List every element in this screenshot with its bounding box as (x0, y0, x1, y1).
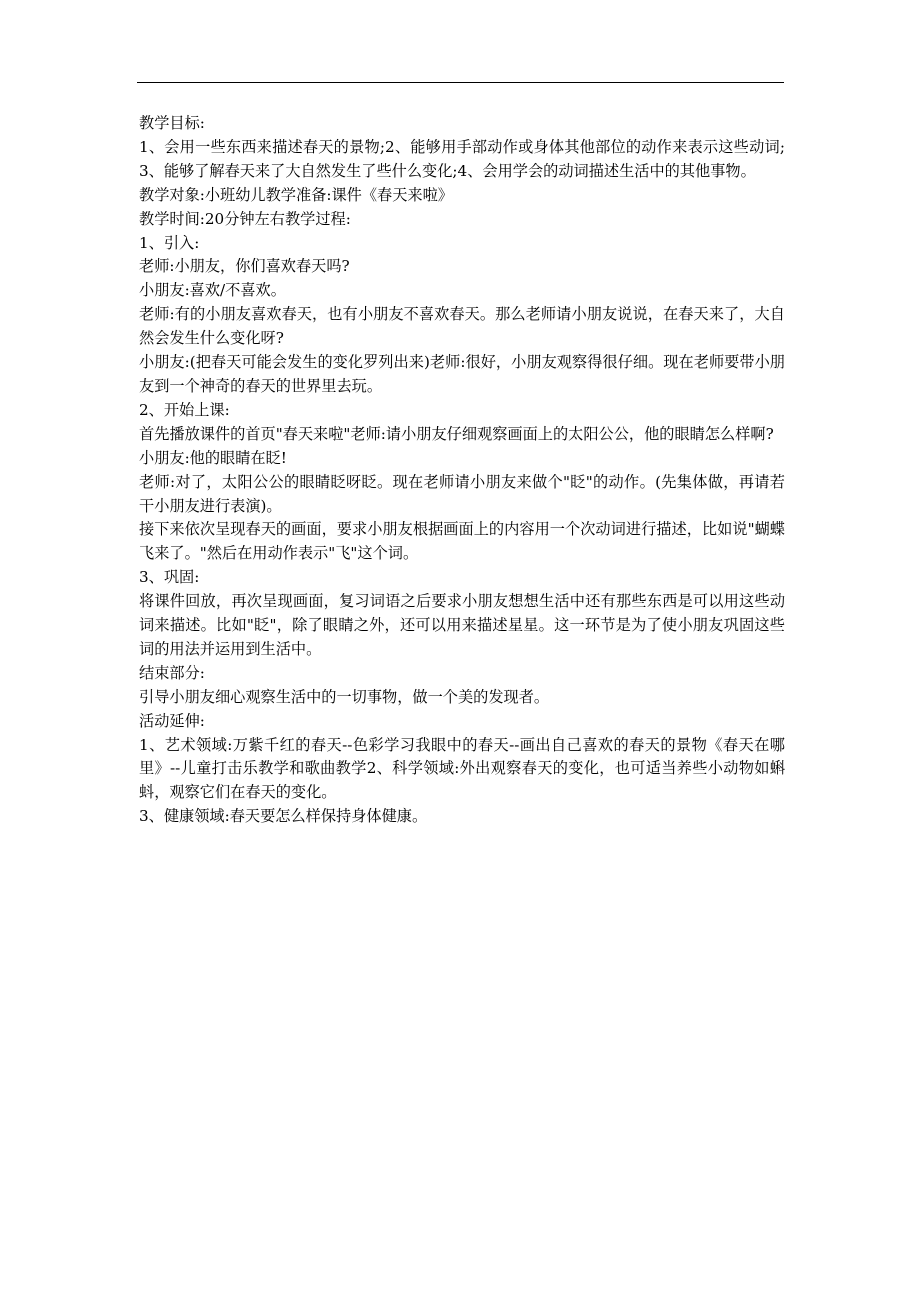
consolidate-paragraph: 将课件回放，再次呈现画面，复习词语之后要求小朋友想想生活中还有那些东西是可以用这些动词来描述。比如"眨"，除了眼睛之外，还可以用来描述星星。这一环节是为了使小朋友巩固这些词的用法并运用到生活中。 (139, 592, 785, 658)
ending-paragraph: 引导小朋友细心观察生活中的一切事物，做一个美的发现者。 (139, 687, 550, 706)
dialogue-line: 老师:小朋友，你们喜欢春天吗? (139, 257, 350, 276)
dialogue-line: 老师:对了，太阳公公的眼睛眨呀眨。现在老师请小朋友来做个"眨"的动作。(先集体做，再请若干小朋友进行表演)。 (139, 472, 785, 515)
heading-objectives: 教学目标: (139, 114, 205, 132)
section-extension-heading: 活动延伸: (139, 711, 205, 730)
lesson-paragraph: 接下来依次呈现春天的画面，要求小朋友根据画面上的内容用一个次动词进行描述，比如说"蝴蝶飞来了。"然后在用动作表示"飞"这个词。 (139, 520, 785, 563)
section-ending-heading: 结束部分: (139, 663, 205, 682)
section-lesson-heading: 2、开始上课: (139, 400, 230, 419)
dialogue-line: 小朋友:他的眼睛在眨! (139, 448, 287, 467)
extension-paragraph: 3、健康领域:春天要怎么样保持身体健康。 (139, 807, 428, 826)
dialogue-line: 老师:有的小朋友喜欢春天，也有小朋友不喜欢春天。那么老师请小朋友说说，在春天来了，大自然会发生什么变化呀? (139, 305, 785, 348)
header-rule (137, 82, 784, 83)
target-and-preparation: 教学对象:小班幼儿教学准备:课件《春天来啦》 (139, 185, 453, 204)
dialogue-line: 小朋友:(把春天可能会发生的变化罗列出来)老师:很好，小朋友观察得很仔细。现在老师要带小朋友到一个神奇的春天的世界里去玩。 (139, 353, 785, 395)
time-and-process: 教学时间:20分钟左右教学过程: (139, 209, 351, 228)
dialogue-line: 小朋友:喜欢/不喜欢。 (139, 281, 286, 300)
lesson-paragraph: 首先播放课件的首页"春天来啦"老师:请小朋友仔细观察画面上的太阳公公，他的眼睛怎么样啊? (139, 424, 774, 443)
extension-paragraph: 1、艺术领域:万紫千红的春天--色彩学习我眼中的春天--画出自己喜欢的春天的景物《春天在哪里》--儿童打击乐教学和歌曲教学2、科学领域:外出观察春天的变化，也可适当养些小动物如蝌蚪，观察它们在春天的变化。 (139, 735, 785, 802)
section-intro-heading: 1、引入: (139, 233, 200, 252)
section-consolidate-heading: 3、巩固: (139, 568, 200, 587)
document-body (139, 112, 785, 829)
objectives-text: 1、会用一些东西来描述春天的景物;2、能够用手部动作或身体其他部位的动作来表示这些动词;3、能够了解春天来了大自然发生了些什么变化;4、会用学会的动词描述生活中的其他事物。 (139, 137, 785, 180)
